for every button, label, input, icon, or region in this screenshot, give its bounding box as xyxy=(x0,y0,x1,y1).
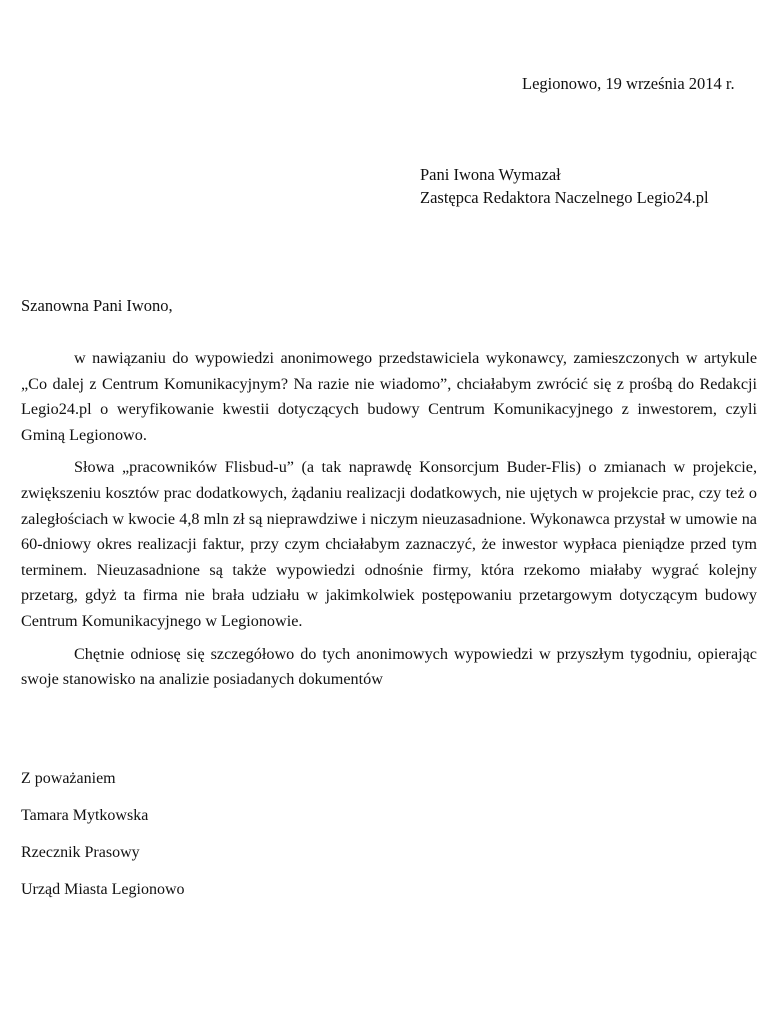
body-paragraph-3: Chętnie odniosę się szczegółowo do tych anonimowych wypowiedzi w przyszłym tygodniu, opierając swoje stanowisko na analizie posiadanych dokumentów xyxy=(21,644,757,689)
letter-body xyxy=(21,346,757,700)
signatory-name: Tamara Mytkowska xyxy=(21,807,149,824)
closing-block xyxy=(21,767,185,915)
closing-regards: Z poważaniem xyxy=(21,770,116,787)
recipient-name: Pani Iwona Wymazał xyxy=(420,165,561,184)
recipient-block xyxy=(420,163,709,209)
salutation: Szanowna Pani Iwono, xyxy=(21,296,173,315)
place-date: Legionowo, 19 września 2014 r. xyxy=(522,74,735,93)
signatory-position: Rzecznik Prasowy xyxy=(21,844,140,861)
signatory-office: Urząd Miasta Legionowo xyxy=(21,881,185,898)
body-paragraph-1: w nawiązaniu do wypowiedzi anonimowego przedstawiciela wykonawcy, zamieszczonych w artykule „Co dalej z Centrum Komunikacyjnym? Na razie nie wiadomo”, chciałabym zwrócić się z prośbą do Redakcji Legio24.pl o weryfikowanie kwestii dotyczących budowy Centrum Komunikacyjnego z inwestorem, czyli Gminą Legionowo. xyxy=(21,349,757,444)
body-paragraph-2: Słowa „pracowników Flisbud-u” (a tak naprawdę Konsorcjum Buder-Flis) o zmianach w projekcie, zwiększeniu kosztów prac dodatkowych, żądaniu realizacji dodatkowych, nie ujętych w projekcie prac, czy też o zaległościach w kwocie 4,8 mln zł są nieprawdziwe i niczym nieuzasadnione. Wykonawca przystał w umowie na 60-dniowy okres realizacji faktur, przy czym chciałabym zaznaczyć, że inwestor wypłaca pieniądze przed tym terminem. Nieuzasadnione są także wypowiedzi odnośnie firmy, która rzekomo miałaby wygrać kolejny przetarg, gdyż ta firma nie brała udziału w jakimkolwiek postępowaniu przetargowym dotyczącym budowy Centrum Komunikacyjnego w Legionowie. xyxy=(21,458,757,630)
recipient-title: Zastępca Redaktora Naczelnego Legio24.pl xyxy=(420,188,709,207)
